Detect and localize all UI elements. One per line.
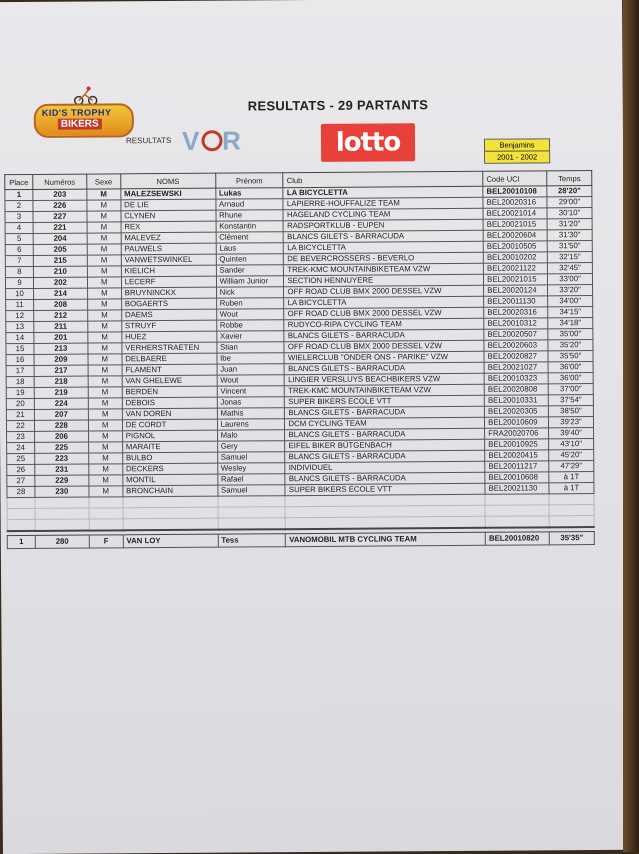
cell-sexe: M (88, 332, 122, 343)
cell-sexe: M (87, 255, 121, 266)
cell-nom: BERDEN (122, 386, 217, 398)
cell-code-uci: BEL20021015 (484, 274, 548, 285)
cell-place: 19 (6, 387, 34, 398)
cell-code-uci: BEL20010609 (485, 417, 549, 428)
cell-prenom: Juan (217, 364, 285, 375)
cell-numero: 204 (33, 233, 87, 244)
cell-prenom: Clément (216, 232, 284, 243)
cell-numero: 209 (34, 354, 88, 365)
cell-prenom: Wout (217, 375, 285, 386)
cell-club: BLANCS GILETS - BARRACUDA (284, 230, 484, 242)
cell-prenom: Nick (216, 287, 284, 298)
cell-club: BLANCS GILETS - BARRACUDA (285, 472, 485, 484)
cell-sexe: M (88, 365, 122, 376)
cell-sexe: M (88, 376, 122, 387)
cell-code-uci: BEL20021014 (483, 208, 547, 219)
cell-numero: 214 (34, 288, 88, 299)
cell-nom: BULBO (122, 452, 217, 464)
cell-sexe: M (88, 453, 122, 464)
cell-code-uci: BEL20021122 (484, 263, 548, 274)
cell-sexe (89, 519, 123, 531)
cell-club: WIELERCLUB "ONDER ONS - PARIKE" VZW (284, 351, 484, 363)
cell-numero: 201 (34, 332, 88, 343)
cell-temps: 34'00" (548, 296, 593, 307)
cell-place: 20 (6, 398, 34, 409)
cell-temps: 31'30" (547, 230, 592, 241)
cell-club: EIFEL BIKER BÜTGENBACH (285, 439, 485, 451)
cell-numero: 207 (34, 409, 88, 420)
cell-numero: 229 (35, 475, 89, 486)
cell-temps: 34'18" (548, 318, 593, 329)
cell-prenom: Laurens (217, 419, 285, 430)
cell-numero (35, 508, 89, 519)
cell-temps: 36'00" (548, 362, 593, 373)
cell-club: BLANCS GILETS - BARRACUDA (284, 329, 484, 341)
cell-club: LA BICYCLETTA (284, 241, 484, 253)
cell-code-uci: BEL20020305 (485, 406, 549, 417)
col-header-code-uci: Code UCI (483, 171, 547, 186)
cell-club: BLANCS GILETS - BARRACUDA (285, 428, 485, 440)
cell-place: 12 (6, 310, 34, 321)
cell-nom: HUEZ (122, 331, 217, 343)
cell-code-uci: BEL20020603 (484, 340, 548, 351)
cell-place: 8 (5, 266, 33, 277)
cell-code-uci: BEL20020507 (484, 329, 548, 340)
cell-temps: 37'54" (548, 395, 593, 406)
cell-numero: 226 (33, 200, 87, 211)
col-header-place: Place (5, 174, 33, 189)
cell-place: 25 (7, 453, 35, 464)
cell-prenom: Konstantin (216, 221, 284, 232)
cell-numero: 228 (34, 420, 88, 431)
svg-text:R: R (221, 125, 241, 156)
cell-prenom (218, 496, 286, 507)
cell-code-uci: BEL20010820 (485, 532, 549, 545)
cell-sexe: M (88, 431, 122, 442)
cell-sexe: M (87, 288, 121, 299)
cell-code-uci: BEL20011217 (485, 461, 549, 472)
cell-nom: VAN DOREN (122, 408, 217, 420)
cell-numero: 230 (35, 486, 89, 497)
cell-numero: 219 (34, 387, 88, 398)
cell-sexe: M (87, 222, 121, 233)
cell-club: INDIVIDUEL (285, 461, 485, 473)
cell-code-uci: BEL20020604 (483, 230, 547, 241)
cell-club: BLANCS GILETS - BARRACUDA (285, 362, 485, 374)
cell-place: 22 (6, 420, 34, 431)
cell-numero: 217 (34, 365, 88, 376)
cell-nom: STRUYF (121, 320, 216, 332)
cell-code-uci: BEL20010608 (485, 472, 549, 483)
cell-numero: 202 (33, 277, 87, 288)
cell-club: DCM CYCLING TEAM (285, 417, 485, 429)
cell-prenom: Robbe (216, 320, 284, 331)
cell-numero: 210 (33, 266, 87, 277)
cell-temps: 28'20" (547, 186, 592, 197)
cell-prenom: Mathis (217, 408, 285, 419)
cell-temps: 31'50" (547, 241, 592, 252)
cell-nom: PAUWELS (121, 243, 216, 255)
col-header-numeros: Numéros (33, 174, 87, 189)
cell-nom: MONTIL (123, 474, 218, 486)
lotto-logo: lotto (321, 123, 415, 162)
cell-numero: 203 (33, 189, 87, 200)
cell-numero: 227 (33, 211, 87, 222)
kids-trophy-logo (34, 85, 130, 142)
cell-prenom: Gery (217, 441, 285, 452)
cell-code-uci: BEL20020316 (484, 307, 548, 318)
cell-prenom: Rafael (217, 474, 285, 485)
cell-club: LA BICYCLETTA (283, 186, 483, 198)
cell-numero: 225 (35, 442, 89, 453)
cell-place: 15 (6, 343, 34, 354)
cell-numero: 215 (33, 255, 87, 266)
cell-sexe: M (87, 310, 121, 321)
cell-nom: REX (121, 221, 216, 233)
cell-place: 10 (6, 288, 34, 299)
cell-code-uci: BEL20021130 (485, 483, 549, 494)
cell-nom: LECERF (121, 276, 216, 288)
col-header-noms: NOMS (120, 173, 215, 189)
col-header-sexe: Sexe (87, 174, 121, 189)
cell-nom: MALEVEZ (121, 232, 216, 244)
cell-place: 5 (5, 233, 33, 244)
cell-sexe: M (87, 244, 121, 255)
cell-temps: 32'15" (547, 252, 592, 263)
cell-prenom: Laus (216, 243, 284, 254)
cell-code-uci: BEL20021015 (483, 219, 547, 230)
category-box (484, 138, 550, 163)
cell-temps: 36'00" (548, 373, 593, 384)
cell-place (7, 508, 35, 519)
cell-code-uci: BEL20010505 (483, 241, 547, 252)
cell-sexe: M (87, 277, 121, 288)
vor-logo (178, 122, 244, 156)
cell-sexe: M (87, 233, 121, 244)
cell-code-uci (485, 516, 549, 528)
cell-numero: 205 (33, 244, 87, 255)
cell-temps: 35'50" (548, 351, 593, 362)
cell-numero: 280 (35, 535, 89, 548)
cell-numero: 231 (35, 464, 89, 475)
cell-nom: FLAMENT (122, 364, 217, 376)
cell-sexe: M (88, 409, 122, 420)
cell-place: 9 (5, 277, 33, 288)
cell-nom: DELBAERE (122, 353, 217, 365)
cell-sexe: M (88, 321, 122, 332)
cell-club: LA BICYCLETTA (284, 296, 484, 308)
cell-temps: 47'29" (549, 461, 594, 472)
cell-place (7, 519, 35, 531)
cell-sexe: M (88, 420, 122, 431)
cell-prenom: Quinten (216, 254, 284, 265)
cell-temps: 35'00" (548, 329, 593, 340)
cell-code-uci: BEL20011130 (484, 296, 548, 307)
cell-prenom: Wout (216, 309, 284, 320)
cell-nom: CLYNEN (121, 210, 216, 222)
cell-nom: MALEZSEWSKI (121, 188, 216, 200)
cell-place: 28 (7, 486, 35, 497)
cell-prenom (218, 518, 286, 530)
cell-sexe: M (87, 266, 121, 277)
cell-numero: 208 (34, 299, 88, 310)
cell-place: 18 (6, 376, 34, 387)
cell-numero: 218 (34, 376, 88, 387)
cell-nom: BRONCHAIN (123, 485, 218, 497)
col-header-temps: Temps (547, 171, 592, 186)
cell-nom (123, 496, 218, 508)
cell-code-uci: BEL20020415 (485, 450, 549, 461)
cell-prenom: Stian (216, 342, 284, 353)
col-header-club: Club (283, 171, 483, 187)
cell-place: 27 (7, 475, 35, 486)
cell-club: OFF ROAD CLUB BMX 2000 DESSEL VZW (284, 340, 484, 352)
cell-prenom: Malo (217, 430, 285, 441)
cell-temps: à 1T (549, 472, 594, 483)
table-row (7, 532, 594, 549)
cell-prenom: Arnaud (215, 199, 283, 210)
cell-temps: 39'40" (549, 428, 594, 439)
results-table (4, 170, 595, 549)
cell-temps: à 1T (549, 483, 594, 494)
cell-sexe: M (87, 299, 121, 310)
cell-prenom: Ibe (217, 353, 285, 364)
cell-place: 13 (6, 321, 34, 332)
cell-place: 26 (7, 464, 35, 475)
cell-club: TREK-KMC MOUNTAINBIKETEAM VZW (284, 263, 484, 275)
cell-club: BLANCS GILETS - BARRACUDA (285, 450, 485, 462)
cell-place: 7 (5, 255, 33, 266)
cell-prenom: William Junior (216, 276, 284, 287)
cell-temps (549, 505, 594, 516)
cell-code-uci (485, 505, 549, 516)
cell-temps: 38'50" (548, 406, 593, 417)
cell-temps: 33'20" (548, 285, 593, 296)
cell-nom: BOGAERTS (121, 298, 216, 310)
cell-nom: DECKERS (122, 463, 217, 475)
cell-temps: 30'10" (547, 208, 592, 219)
cell-temps: 35'35" (549, 532, 594, 545)
cell-sexe: M (88, 343, 122, 354)
cell-club: SUPER BIKERS ECOLE VTT (285, 395, 485, 407)
cell-nom: DEBOIS (122, 397, 217, 409)
cell-nom: VAN LOY (123, 534, 218, 548)
category-name: Benjamins (485, 139, 549, 150)
cell-club: DE BEVERCROSSERS - BEVERLO (284, 252, 484, 264)
cell-temps: 29'00" (547, 197, 592, 208)
cell-place: 1 (5, 189, 33, 200)
cell-sexe: M (89, 486, 123, 497)
cell-club: LINGIER VERSLUYS BEACHBIKERS VZW (285, 373, 485, 385)
cell-temps: 35'20" (548, 340, 593, 351)
cell-club: RUDYCO-RIPA CYCLING TEAM (284, 318, 484, 330)
cell-place: 24 (7, 442, 35, 453)
cell-code-uci: BEL20021027 (484, 362, 548, 373)
category-years: 2001 - 2002 (485, 150, 549, 162)
cell-code-uci: BEL20020808 (484, 384, 548, 395)
cell-prenom: Ruben (216, 298, 284, 309)
cell-sexe: M (89, 475, 123, 486)
cell-place: 16 (6, 354, 34, 365)
cell-sexe: M (88, 387, 122, 398)
page-title: RESULTATS - 29 PARTANTS (247, 97, 429, 114)
col-header-prenom: Prénom (215, 173, 283, 188)
cell-numero: 213 (34, 343, 88, 354)
cell-place: 23 (7, 431, 35, 442)
cell-club: OFF ROAD CLUB BMX 2000 DESSEL VZW (284, 307, 484, 319)
cell-prenom: Wesley (217, 463, 285, 474)
table-edge (623, 0, 639, 852)
cell-prenom: Samuel (217, 485, 285, 496)
cell-nom: DE LIE (121, 199, 216, 211)
cell-code-uci: BEL20010323 (484, 373, 548, 384)
cell-sexe: F (89, 535, 123, 548)
cell-place: 14 (6, 332, 34, 343)
cell-sexe (89, 508, 123, 519)
bikers-text: BIKERS (58, 118, 102, 129)
cell-temps: 34'15" (548, 307, 593, 318)
cell-nom: DAEMS (121, 309, 216, 321)
cell-club: RADSPORTKLUB - EUPEN (284, 219, 484, 231)
cell-nom: BRUYNINCKX (121, 287, 216, 299)
cell-code-uci: BEL20010202 (483, 252, 547, 263)
cell-nom: KIELICH (121, 265, 216, 277)
cell-numero: 211 (34, 321, 88, 332)
cell-code-uci: BEL20020124 (484, 285, 548, 296)
cell-nom: PIGNOL (122, 430, 217, 442)
cell-temps (549, 516, 594, 528)
cell-prenom: Tess (218, 534, 286, 547)
cell-prenom: Jonas (217, 397, 285, 408)
cell-nom: MARAITE (122, 441, 217, 453)
cell-temps (549, 494, 594, 505)
svg-text:V: V (181, 125, 200, 156)
cell-club: TREK-KMC MOUNTAINBIKETEAM VZW (285, 384, 485, 396)
cell-numero: 212 (34, 310, 88, 321)
cell-code-uci: BEL20010925 (485, 439, 549, 450)
cell-nom (123, 507, 218, 519)
cell-club: OFF ROAD CLUB BMX 2000 DESSEL VZW (284, 285, 484, 297)
cell-sexe: M (88, 354, 122, 365)
cell-sexe: M (88, 442, 122, 453)
cell-prenom: Samuel (217, 452, 285, 463)
cell-code-uci: BEL20010331 (484, 395, 548, 406)
cell-temps: 37'00" (548, 384, 593, 395)
cell-club: LAPIERRE-HOUFFALIZE TEAM (283, 197, 483, 209)
cell-numero: 221 (33, 222, 87, 233)
cell-prenom: Rhune (216, 210, 284, 221)
cell-prenom: Lukas (215, 188, 283, 199)
cell-code-uci: FRA20020706 (485, 428, 549, 439)
cell-place: 4 (5, 222, 33, 233)
cell-code-uci: BEL20010312 (484, 318, 548, 329)
cell-club: VANOMOBIL MTB CYCLING TEAM (286, 532, 486, 546)
cell-club: HAGELAND CYCLING TEAM (283, 208, 483, 220)
cell-temps: 39'23" (549, 417, 594, 428)
cell-temps: 33'00" (548, 274, 593, 285)
cell-nom: DE CORDT (122, 419, 217, 431)
cell-numero: 206 (34, 431, 88, 442)
cell-place: 11 (6, 299, 34, 310)
cell-club: SUPER BIKERS ECOLE VTT (285, 483, 485, 495)
cell-prenom (218, 507, 286, 518)
cell-place: 2 (5, 200, 33, 211)
cell-sexe: M (87, 211, 121, 222)
cell-prenom: Sander (216, 265, 284, 276)
cell-place: 21 (6, 409, 34, 420)
cell-sexe: M (87, 200, 121, 211)
cell-nom: VAN GHELEWE (122, 375, 217, 387)
cell-sexe: M (89, 464, 123, 475)
cell-temps: 31'20" (547, 219, 592, 230)
cell-nom (123, 518, 218, 530)
cell-place: 17 (6, 365, 34, 376)
cell-place: 3 (5, 211, 33, 222)
cell-numero (35, 519, 89, 531)
cell-temps: 45'20" (549, 450, 594, 461)
resultats-label: RESULTATS (125, 135, 172, 146)
cell-prenom: Vincent (217, 386, 285, 397)
cell-place (7, 497, 35, 508)
cell-code-uci: BEL20020827 (484, 351, 548, 362)
cell-place: 6 (5, 244, 33, 255)
cell-code-uci (485, 494, 549, 505)
cell-place: 1 (7, 535, 35, 548)
cell-numero: 224 (34, 398, 88, 409)
cell-prenom: Xavier (216, 331, 284, 342)
cell-nom: VANWETSWINKEL (121, 254, 216, 266)
cell-sexe: M (88, 398, 122, 409)
cell-club: SECTION HENNUYERE (284, 274, 484, 286)
cell-temps: 43'10" (549, 439, 594, 450)
cell-sexe: M (87, 189, 121, 200)
cell-numero (35, 497, 89, 508)
cell-club: BLANCS GILETS - BARRACUDA (285, 406, 485, 418)
cell-temps: 32'45" (547, 263, 592, 274)
cell-sexe (89, 497, 123, 508)
cell-code-uci: BEL20020316 (483, 197, 547, 208)
cell-code-uci: BEL20010108 (483, 186, 547, 197)
kids-trophy-text: KID'S TROPHY (41, 107, 112, 118)
cell-nom: VERHERSTRAETEN (122, 342, 217, 354)
cell-numero: 223 (35, 453, 89, 464)
